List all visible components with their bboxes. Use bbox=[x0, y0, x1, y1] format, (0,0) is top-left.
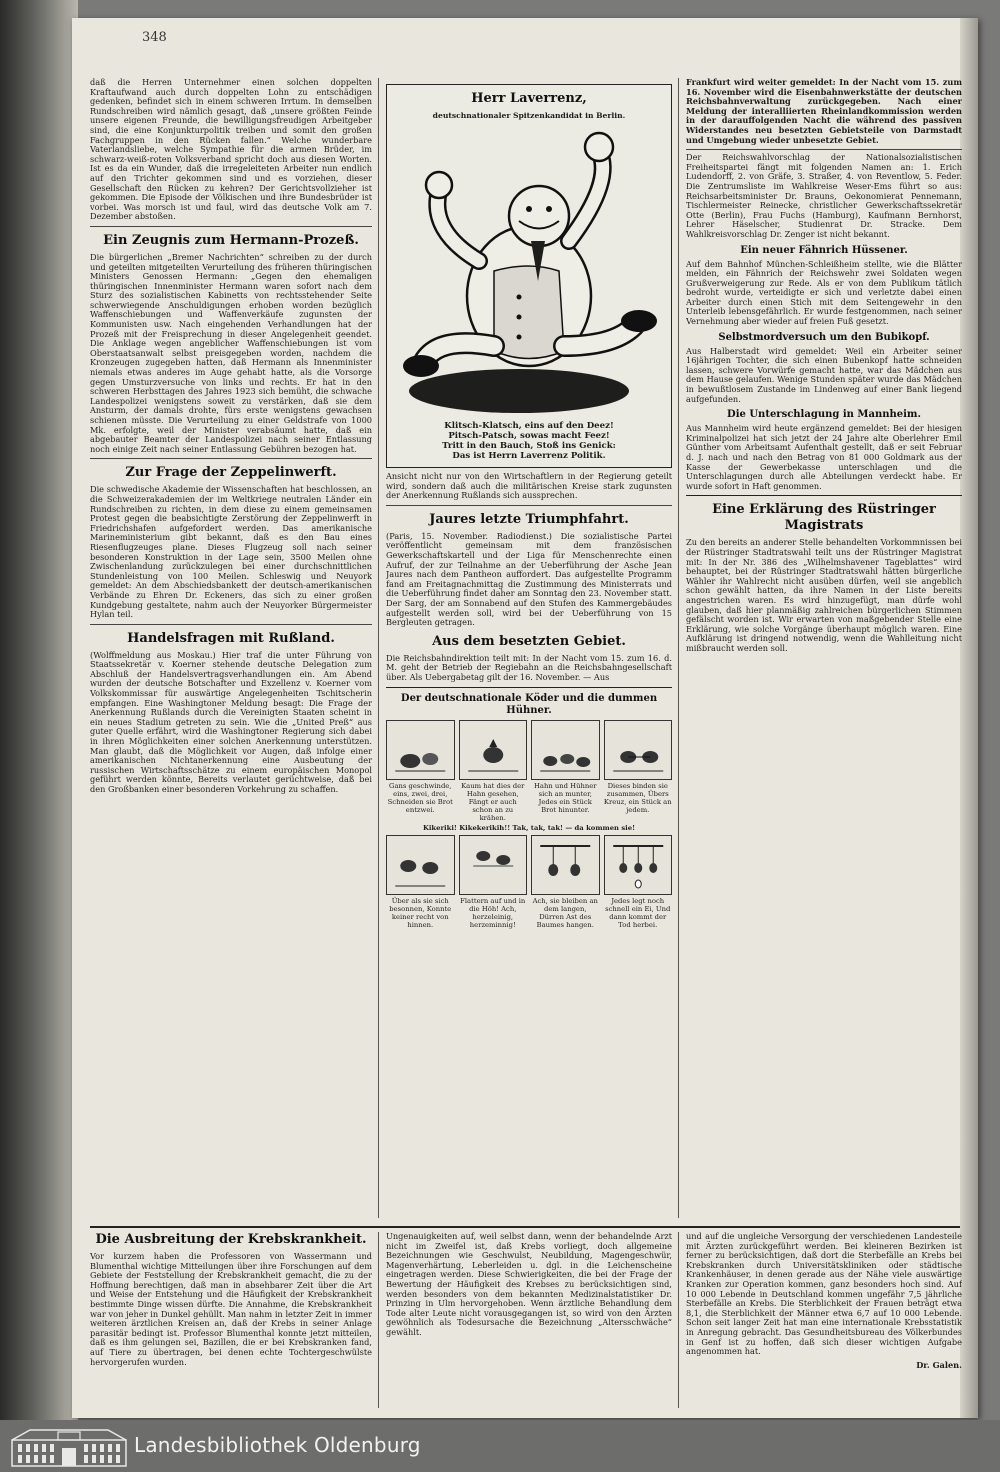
strip-mid-caption: Kikeriki! Kikekerikih!! Tak, tak, tak! — da kommen sie! bbox=[422, 823, 636, 832]
strip-caption: Gans geschwinde, eins, zwei, drei, Schneiden sie Brot entzwei. bbox=[387, 781, 453, 814]
center-column bbox=[386, 80, 672, 1218]
cartoon-caption-1: Klitsch-Klatsch, eins auf den Deez! bbox=[444, 421, 614, 431]
cartoon-caption-2: Pitsch-Patsch, sowas macht Feez! bbox=[448, 431, 610, 441]
page-number: 348 bbox=[142, 30, 167, 45]
cartoon-followup-text: Ansicht nicht nur von den Wirtschaftlern in der Regierung geteilt wird, sondern daß auch die militärischen Kreise stark zugunsten der Anerkennung Rußlands sich aussprechen. bbox=[386, 471, 672, 501]
comic-strip-bottom bbox=[386, 835, 672, 895]
column-divider-3 bbox=[378, 1232, 379, 1408]
krebs-col2-text: Ungenauigkeiten auf, weil selbst dann, wenn der behandelnde Arzt nicht im Zweifel ist, daß Krebs vorliegt, doch allgemeine Bezeichnungen wie Geschwulst, Neubildung, Magengeschwür, Magenverhärtung, Leberleiden u. dgl. in die Leichenscheine eingetragen werden. Diese Schwierigkeiten, die bei der Frage der Bewertung der Häufigkeit des Krebses zu berücksichtigen sind, werden besonders von dem bekannten Medizinalstatistiker Dr. Prinzing in Ulm hervorgehoben. Wenn ärztliche Behandlung dem Tode alter Leute nicht vorausgegangen ist, so wird von den Ärzten gewöhnlich als Todesursache die Bezeichnung „Altersschwäche“ gewählt. bbox=[386, 1232, 672, 1337]
cartoon-illustration bbox=[399, 121, 659, 421]
bottom-col-2 bbox=[386, 1232, 672, 1408]
besetzt-text: Die Reichsbahndirektion teilt mit: In der Nacht vom 15. zum 16. d. M. geht der Betrieb der Regiebahn an die Reichsbahngesellschaft über. Als Uebergabetag gilt der 16. November. — Aus bbox=[386, 652, 672, 682]
heading-jaures: Jaures letzte Triumphfahrt. bbox=[429, 511, 629, 527]
heading-unterschlagung: Die Unterschlagung in Mannheim. bbox=[727, 409, 921, 421]
strip-panel bbox=[531, 835, 600, 895]
comic-strip-top bbox=[386, 720, 672, 780]
heading-besetzt: Aus dem besetzten Gebiet. bbox=[432, 633, 626, 649]
bottom-col-1 bbox=[90, 1232, 372, 1408]
heading-bubikopf: Selbstmordversuch um den Bubikopf. bbox=[718, 331, 930, 343]
column-divider-1 bbox=[378, 78, 379, 1218]
strip-caption: Über als sie sich besonnen, Konnte keiner recht von hinnen. bbox=[389, 896, 452, 929]
strip-panel bbox=[531, 720, 600, 780]
jaures-text: (Paris, 15. November. Radiodienst.) Die sozialistische Partei veröffentlicht gemeinsam mit dem französischen Gewerkschaftskartell und der Liga für Menschenrechte einen Aufruf, der zur Teilnahme an der Ueberführung der Asche Jean Jaures nach dem Pantheon auffordert. Das aufgestellte Programm fand am Freitagnachmittag die Zustimmung des Ministerrats und die Ueberführung findet daher am Sonntag den 23. November statt. Der Sarg, der am Sonnabend auf den Stufen des Kammergebäudes aufgestellt werden soll, wird bei der Ueberführung von 15 Bergleuten getragen. bbox=[386, 530, 672, 628]
heading-krebs: Die Ausbreitung der Krebskrankheit. bbox=[95, 1232, 367, 1247]
cartoon-subtitle: deutschnationaler Spitzenkandidat in Berlin. bbox=[432, 111, 626, 120]
cartoon-caption-3: Tritt in den Bauch, Stoß ins Genick: bbox=[442, 441, 616, 451]
strip-panel bbox=[459, 835, 528, 895]
left-column bbox=[90, 78, 372, 1218]
right-intro-text: Frankfurt wird weiter gemeldet: In der Nacht vom 15. zum 16. November wird die Eisenbahnwerkstätte der deutschen Reichsbahnverwaltung zurückgegeben. Nach einer Meldung der interalliierten Rheinlandkommission werden in der darauffolgenden Nacht die während des passiven Widerstandes neu besetzten Gebietsteile von Darmstadt und Umgebung wieder unbesetzte Gebiet. bbox=[686, 78, 962, 145]
cartoon-frame bbox=[386, 84, 672, 468]
page-edge bbox=[960, 18, 978, 1418]
strip-panel bbox=[604, 720, 673, 780]
section-divider bbox=[90, 1226, 960, 1228]
strip-panel bbox=[386, 835, 455, 895]
wahlvorschlag-text: Der Reichswahlvorschlag der Nationalsozialistischen Freiheitspartei fängt mit folgenden Namen an: 1. Erich Ludendorff, 2. von Gräfe, 3. Straßer, 4. von Reventlow, 5. Feder. Die Zentrumsliste im Wahlkreise Weser-Ems führt so aus: Reichsarbeitsminister Dr. Brauns, Oekonomierat Pennemann, Tischlermeister Reinecke, christlicher Gewerkschaftssekretär Otte (Berlin), Frau Fuchs (Hamburg), Kaufmann Bernhorst, Lehrer Häselscher, Studienrat Dr. Stracke. Dem Wahlkreisvorschlag Dr. Zenger ist nicht bekannt. bbox=[686, 152, 962, 239]
strip-caption: Kaum hat dies der Hahn gesehen, Fängt er auch schon an zu krähen. bbox=[461, 781, 525, 822]
cartoon-caption-4: Das ist Herrn Laverrenz Politik. bbox=[452, 451, 606, 461]
bubikopf-text: Aus Halberstadt wird gemeldet: Weil ein Arbeiter seiner 16jährigen Tochter, die sich einen Bubenkopf hatte schneiden lassen, schwere Vorwürfe gemacht hatte, war das Mädchen aus dem Hause gelaufen. Wenige Stunden später wurde das Mädchen in bewußtlosem Zustande im Lindenweg auf einer Bank liegend aufgefunden. bbox=[686, 345, 962, 404]
strip-panel bbox=[604, 835, 673, 895]
newspaper-page bbox=[72, 18, 978, 1418]
strip-caption: Flattern auf und in die Höh! Ach, herzeleinig, herzeminnig! bbox=[460, 896, 526, 929]
strip-caption: Jedes legt noch schnell ein Ei, Und dann kommt der Tod herbei. bbox=[605, 896, 671, 929]
book-binding bbox=[0, 0, 78, 1420]
left-intro-text: daß die Herren Unternehmer einen solchen doppelten Kraftaufwand auch durch doppelten Lohn zu entschädigen gedenken, befindet sich in einem schweren Irrtum. In demselben Rundschreiben wird nämlich gesagt, daß „unsere größten Feinde unsere eigenen Freunde, die bewilligungsfreudigen Arbeitgeber sind, die eine Konjunkturpolitik treiben und somit den großen Fachgruppen in den Rücken fallen.“ Welche wunderbare Vaterlandsliebe, welche Sympathie für die armen Brüder, im schwarz-weiß-roten Volksverband spricht doch aus diesen Worten. Ist es da ein Wunder, daß die irregeleiteten Arbeiter nun endlich auf den Trichter gekommen sind und es vorziehen, dieser Gesellschaft den Rücken zu kehren? Der Gerichtsvollzieher ist gekommen. Die Episode der Völkischen und ihre Bundesbrüder ist vorbei. Was morsch ist und faul, wird das deutsche Volk am 7. Dezember abstoßen. bbox=[90, 78, 372, 222]
heading-zeugnis: Ein Zeugnis zum Hermann-Prozeß. bbox=[103, 232, 359, 248]
strip-panel bbox=[459, 720, 528, 780]
library-footer bbox=[0, 1420, 1000, 1472]
strip-caption: Dieses binden sie zusammen, Übers Kreuz, ein Stück an jedem. bbox=[603, 781, 672, 814]
krebs-col1-text: Vor kurzem haben die Professoren von Wassermann und Blumenthal wichtige Mitteilungen über ihre Forschungen auf dem Gebiete der Feststellung der Krebskrankheit gemacht, die zu der Hoffnung berechtigen, daß man in absehbarer Zeit über die Art und Weise der Entstehung und die Häufigkeit der Krebskrankheit bestimmte Dinge wissen dürfte. Die Annahme, die Krebskrankheit war von jeher in Dunkel gehüllt. Man nahm in letzter Zeit in immer weiteren ärztlichen Kreisen an, daß der Krebs in seiner Anlage parasitär bedingt ist. Professor Blumenthal konnte jetzt mitteilen, daß es ihm gelungen sei, Bazillen, die er bei Krebskranken fand, auf Tiere zu übertragen, bei denen echte Tochtergeschwülste hervorgerufen wurden. bbox=[90, 1251, 372, 1367]
library-name: Landesbibliothek Oldenburg bbox=[134, 1433, 421, 1457]
comic-strip-top-captions bbox=[386, 780, 672, 822]
heading-faehnrich: Ein neuer Fähnrich Hüssener. bbox=[740, 244, 908, 256]
zeppelin-text: Die schwedische Akademie der Wissenschaften hat beschlossen, an die Schweizerakademien der im Weltkriege neutralen Länder ein Rundschreiben zu richten, in dem diese zu einem gemeinsamen Protest gegen die beabsichtigte Zerstörung der Zeppelinwerft in Friedrichshafen aufgefordert werden. Das amerikanische Marineministerium gibt bekannt, daß es den Bau eines Riesenflugzeuges plane. Dieses Flugzeug soll nach seiner besonderen Konstruktion in der Lage sein, 3500 Meilen ohne Zwischenlandung zurückzulegen bei einer durchschnittlichen Stundenleistung von 100 Meilen. Schleswig und Neuyork gemeldet: An dem Abschiedsbankett der deutsch-amerikanischen Verbände zu Ehren Dr. Eckeners, das sich zu einer großen Kundgebung gestaltete, nahm auch der Neuyorker Bürgermeister Hylan teil. bbox=[90, 484, 372, 620]
krebs-col3-text: und auf die ungleiche Versorgung der verschiedenen Landesteile mit Ärzten zurückgeführt werden. Bei kleineren Bezirken ist ferner zu berücksichtigen, daß dort die Sterbefälle an Krebs bei Krebskranken durch Universitätskliniken oder städtische Krankenhäuser, in denen gerade aus der Nähe viele auswärtige Kranken zur Operation kommen, ganz besonders hoch sind. Auf 10 000 Lebende in Deutschland kommen ungefähr 7,5 jährliche Sterbefälle an Krebs. Die Sterblichkeit der Frauen beträgt etwa 8,1, die Sterblichkeit der Männer etwa 6,7 auf 10 000 Lebende. Schon seit langer Zeit hat man eine internationale Krebsstatistik in Anregung gebracht. Das Gesundheitsbureau des Völkerbundes in Genf ist zu hoffen, daß sich dieser wichtigen Aufgabe angenommen hat. bbox=[686, 1232, 962, 1357]
faehnrich-text: Auf dem Bahnhof München-Schleißheim stellte, wie die Blätter melden, ein Fähnrich der Reichswehr zwei Soldaten wegen Grußverweigerung zur Rede. Als er von dem Publikum tätlich bedroht wurde, verteidigte er sich und verletzte dabei einen Arbeiter durch einen Stich mit dem Seitengewehr in den Unterleib lebensgefährlich. Er wurde festgenommen, nach seiner Vernehmung aber wieder auf freien Fuß gesetzt. bbox=[686, 258, 962, 327]
unterschlagung-text: Aus Mannheim wird heute ergänzend gemeldet: Bei der hiesigen Kriminalpolizei hat sich jetzt der 24 Jahre alte Oberlehrer Emil Günther vom Arbeitsamt Aufenthalt gestellt, daß er seit Februar d. J. nach und nach den Betrag von 81 000 Goldmark aus der Kasse der Gewerbekasse unterschlagen und die Unterschlagungen durch alle Abteilungen verdeckt habe. Er wurde sofort in Haft genommen. bbox=[686, 423, 962, 491]
strip-caption: Hahn und Hühner sich an munter, Jedes ein Stück Brot hinunter. bbox=[534, 781, 597, 814]
magistrat-text: Zu den bereits an anderer Stelle behandelten Vorkommnissen bei der Rüstringer Stadtratswahl teilt uns der Rüstringer Magistrat mit: In der Nr. 386 des „Wilhelmshavener Tageblattes“ wird behauptet, bei der Rüstringer Stadtratswahl hätten bürgerliche Wähler ihr Wahlrecht nicht ausüben dürfen, weil sie angeblich schon gewählt hatten, da ihre Namen in der Liste bereits angestrichen waren. Es wird hinzugefügt, man dürfe wohl glauben, daß hier planmäßig zahlreichen bürgerlichen Stimmen gefälscht worden ist. Wir erwarten von maßgebender Stelle eine Erklärung, wie solche Vorgänge überhaupt möglich waren. Eine Aufklärung ist dringend notwendig, wenn die Wahlleitung nicht mißbraucht werden soll. bbox=[686, 537, 962, 653]
russland-text: (Wolffmeldung aus Moskau.) Hier traf die unter Führung von Staatssekretär v. Koerner stehende deutsche Delegation zum Abschluß der Handelsvertragsverhandlungen ein. Am Abend wurden der deutsche Botschafter und Exzellenz v. Koerner vom Volkskommissar für auswärtige Angelegenheiten Tschitscherin empfangen. Eine Washingtoner Meldung besagt: Die Frage der Anerkennung Rußlands durch die Vereinigten Staaten scheint in ein neues Stadium getreten zu sein. Wie die „United Preß“ aus guter Quelle erfährt, wird die Washingtoner Regierung sich dabei in ihren Möglichkeiten einer solchen Anerkennung unterstützen. Man glaubt, daß die Möglichkeit vor Augen, daß infolge einer amerikanischen Nichtanerkennung eine Ausbeutung der russischen Wirtschaftsschätze zu einem europäischen Monopol geführt werden könnte, Bereits verlautet gerüchtweise, daß bei den Großbanken einer besonderen Vorkehrung zu schaffen. bbox=[90, 649, 372, 794]
library-building-icon bbox=[10, 1428, 128, 1468]
heading-russland: Handelsfragen mit Rußland. bbox=[127, 630, 335, 646]
bottom-col-3 bbox=[686, 1232, 962, 1408]
column-divider-2 bbox=[678, 78, 679, 1218]
author-signature: Dr. Galen. bbox=[916, 1359, 962, 1370]
right-column bbox=[686, 78, 962, 1218]
comic-strip-bottom-captions bbox=[386, 895, 672, 929]
cartoon-title: Herr Laverrenz, bbox=[471, 91, 587, 106]
heading-magistrat: Eine Erklärung des Rüstringer Magistrats bbox=[712, 502, 936, 534]
strip-panel bbox=[386, 720, 455, 780]
strip-caption: Ach, sie bleiben an dem langen, Dürren Ast des Baumes hangen. bbox=[532, 896, 598, 929]
zeugnis-text: Die bürgerlichen „Bremer Nachrichten“ schreiben zu der durch und geteilten mitgeteilten Verurteilung des früheren thüringischen Ministers Genossen Hermann: „Gegen den ehemaligen thüringischen Innenminister Hermann waren sofort nach dem Sturz des sozialistischen Kabinetts von rechtsstehender Seite schwerwiegende Anschuldigungen erhoben worden bezüglich Waffenschiebungen und Waffenverkäufe zugunsten der Kommunisten usw. Nach eingehenden Verhandlungen hat der Prozeß mit der Freisprechung in dieser Angelegenheit geendet. Die Anklage wegen angeblicher Waffenschiebungen ist vom Oberstaatsanwalt selbst preisgegeben worden, nachdem die Kronzeugen zugegeben hatten, daß Hermann als Innenminister niemals etwas anderes im Auge gehabt hatte, als die Vorsorge gegen Umsturzversuche von links und rechts. Er hat in den schweren Herbsttagen des Jahres 1923 sich bemüht, die schwache Landespolizei wenigstens soweit zu verstärken, daß sie dem Ansturm, der damals drohte, fürs erste wenigstens gewachsen schienen müsste. Die Verurteilung zu einer Geldstrafe von 1000 Mk. erfolgte, weil der Minister verabsäumt hatte, daß ein abgebauter Beamter der Landespolizei nach seiner Entlassung noch einige Zeit nach seiner Entlassung Gebühren bezogen hat. bbox=[90, 251, 372, 454]
strip-title: Der deutschnationale Köder und die dummen Hühner. bbox=[400, 692, 658, 716]
column-divider-4 bbox=[678, 1232, 679, 1408]
heading-zeppelin: Zur Frage der Zeppelinwerft. bbox=[125, 465, 337, 481]
